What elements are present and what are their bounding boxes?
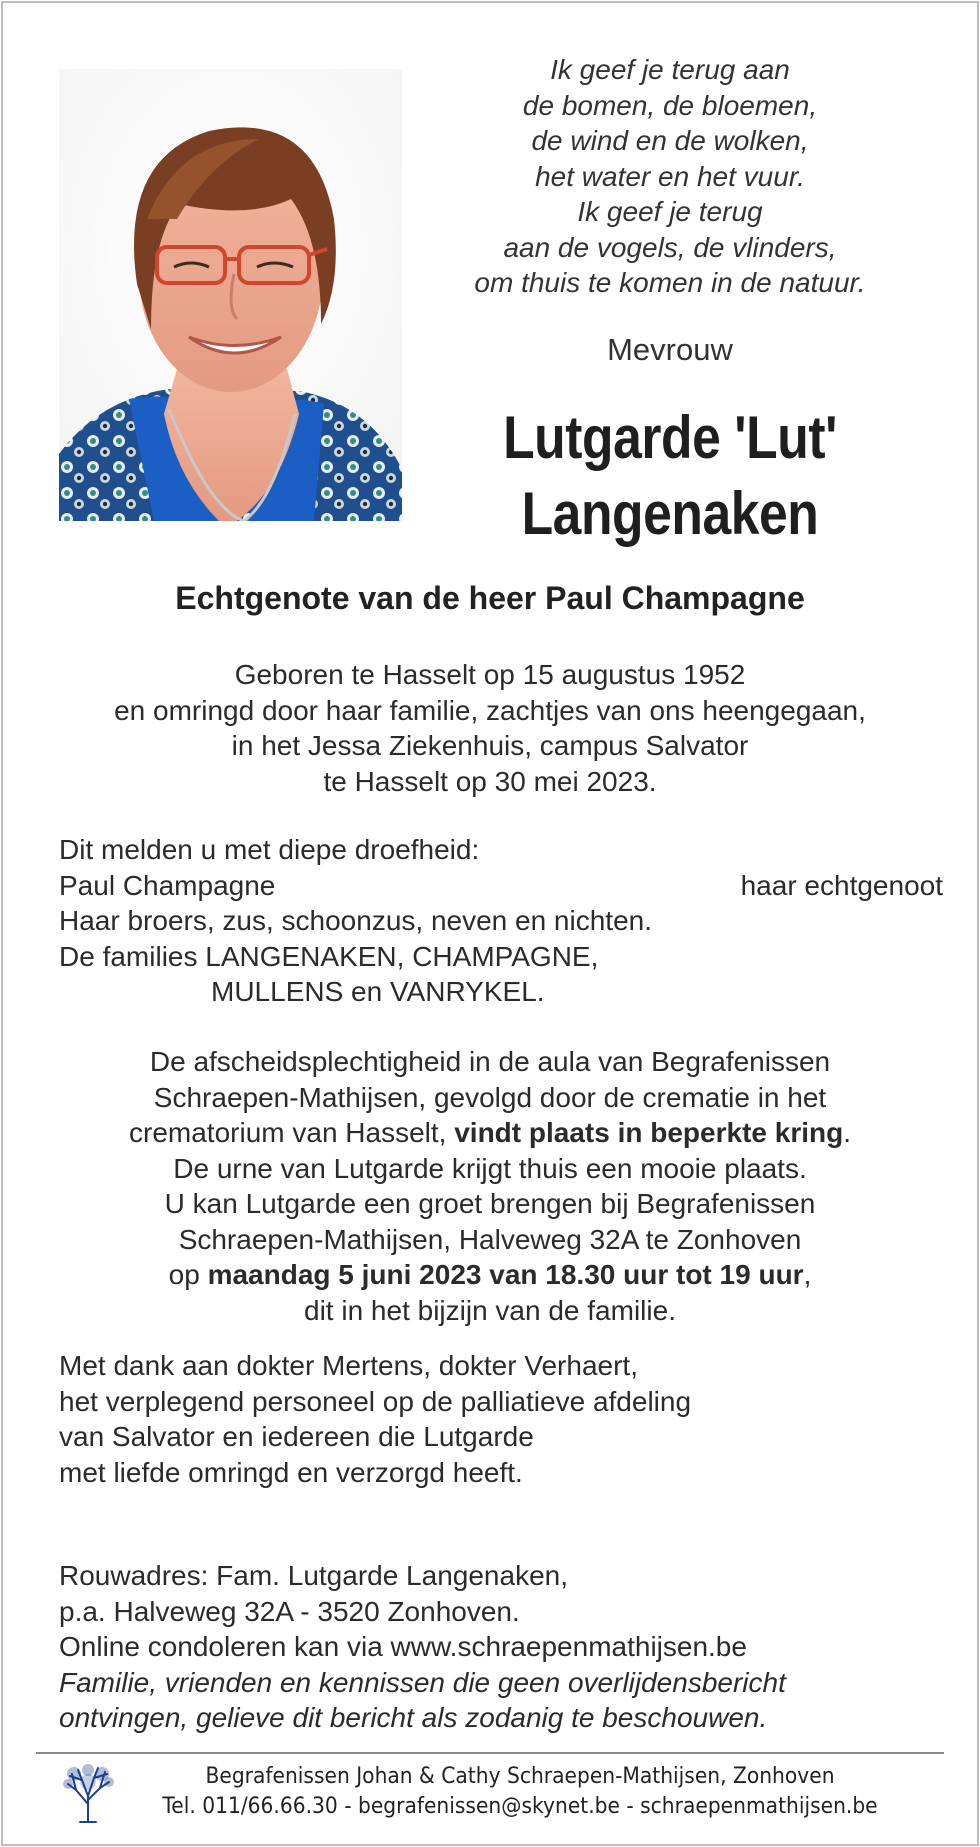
farewell-line [40, 1257, 940, 1293]
footer-line-1: Begrafenissen Johan & Cathy Schraepen-Mathijsen, Zonhoven [205, 1764, 835, 1789]
mourning-address [59, 1558, 939, 1736]
poem-line: om thuis te komen in de natuur. [474, 267, 866, 298]
farewell-line: Schraepen-Mathijsen, gevolgd door de crematie in het [153, 1081, 827, 1113]
poem [430, 52, 910, 301]
poem-line: de bomen, de bloemen, [522, 89, 818, 121]
birth-death-info [40, 657, 940, 799]
birth-line: in het Jessa Ziekenhuis, campus Salvator [231, 730, 749, 761]
farewell-text: . [843, 1117, 851, 1148]
farewell-text: crematorium van Hasselt, [129, 1117, 455, 1148]
farewell-line: De urne van Lutgarde krijgt thuis een mooie plaats. [173, 1152, 807, 1184]
farewell-line: Schraepen-Mathijsen, Halveweg 32A te Zonhoven [178, 1223, 802, 1255]
partner-name: Paul Champagne [59, 869, 276, 901]
announcement [59, 832, 943, 1010]
birth-line: Geboren te Hasselt op 15 augustus 1952 [234, 659, 746, 690]
portrait-photo [59, 69, 402, 521]
farewell-line: U kan Lutgarde een groet brengen bij Begrafenissen [164, 1188, 816, 1219]
thanks-line: van Salvator en iedereen die Lutgarde [59, 1421, 534, 1452]
partner-role: haar echtgenoot [740, 869, 943, 901]
farewell-line: dit in het bijzijn van de familie. [304, 1294, 676, 1326]
notice-line: ontvingen, gelieve dit bericht als zodanig te beschouwen. [59, 1702, 768, 1733]
farewell-emphasis: vindt plaats in beperkte kring [454, 1117, 844, 1148]
farewell-line [40, 1115, 940, 1151]
relatives-line: Haar broers, zus, schoonzus, neven en nichten. [59, 905, 653, 936]
footer-divider [36, 1752, 944, 1754]
funeral-home-footer [120, 1762, 920, 1822]
thanks-line: Met dank aan dokter Mertens, dokter Verhaert, [59, 1350, 638, 1381]
announce-intro: Dit melden u met diepe droefheid: [59, 834, 480, 865]
farewell-text: op [168, 1259, 208, 1290]
poem-line: de wind en de wolken, [531, 125, 809, 156]
thanks-line: het verplegend personeel op de palliatieve afdeling [59, 1385, 692, 1417]
footer-line-2: Tel. 011/66.66.30 - begrafenissen@skynet.be - schraepenmathijsen.be [162, 1794, 878, 1819]
name-last: Langenaken [521, 480, 819, 547]
condolence-line: Online condoleren kan via www.schraepenmathijsen.be [59, 1631, 747, 1662]
spouse-line: Echtgenote van de heer Paul Champagne [175, 580, 805, 616]
salutation: Mevrouw [607, 332, 733, 367]
families-line: MULLENS en VANRYKEL. [211, 976, 545, 1007]
families-line: De families LANGENAKEN, CHAMPAGNE, [59, 940, 599, 972]
birth-line: te Hasselt op 30 mei 2023. [323, 765, 657, 797]
address-line: p.a. Halveweg 32A - 3520 Zonhoven. [59, 1595, 520, 1627]
farewell-info [40, 1044, 940, 1328]
partner-row [59, 868, 943, 904]
poem-line: het water en het vuur. [535, 160, 805, 192]
birth-line: en omringd door haar familie, zachtjes van ons heengegaan, [114, 694, 866, 726]
farewell-line: De afscheidsplechtigheid in de aula van Begrafenissen [149, 1046, 831, 1077]
tree-logo-icon [60, 1760, 116, 1826]
address-line: Rouwadres: Fam. Lutgarde Langenaken, [59, 1560, 568, 1591]
deceased-name [430, 400, 910, 552]
visit-datetime: maandag 5 juni 2023 van 18.30 uur tot 19 uur [207, 1259, 804, 1290]
poem-line: Ik geef je terug aan [550, 54, 790, 85]
thanks-line: met liefde omringd en verzorgd heeft. [59, 1456, 523, 1488]
farewell-text: , [803, 1259, 812, 1290]
name-first: Lutgarde 'Lut' [503, 404, 837, 471]
thanks [59, 1348, 929, 1490]
notice-line: Familie, vrienden en kennissen die geen overlijdensbericht [59, 1666, 786, 1698]
poem-line: Ik geef je terug [577, 196, 763, 227]
poem-line: aan de vogels, de vlinders, [503, 231, 837, 263]
